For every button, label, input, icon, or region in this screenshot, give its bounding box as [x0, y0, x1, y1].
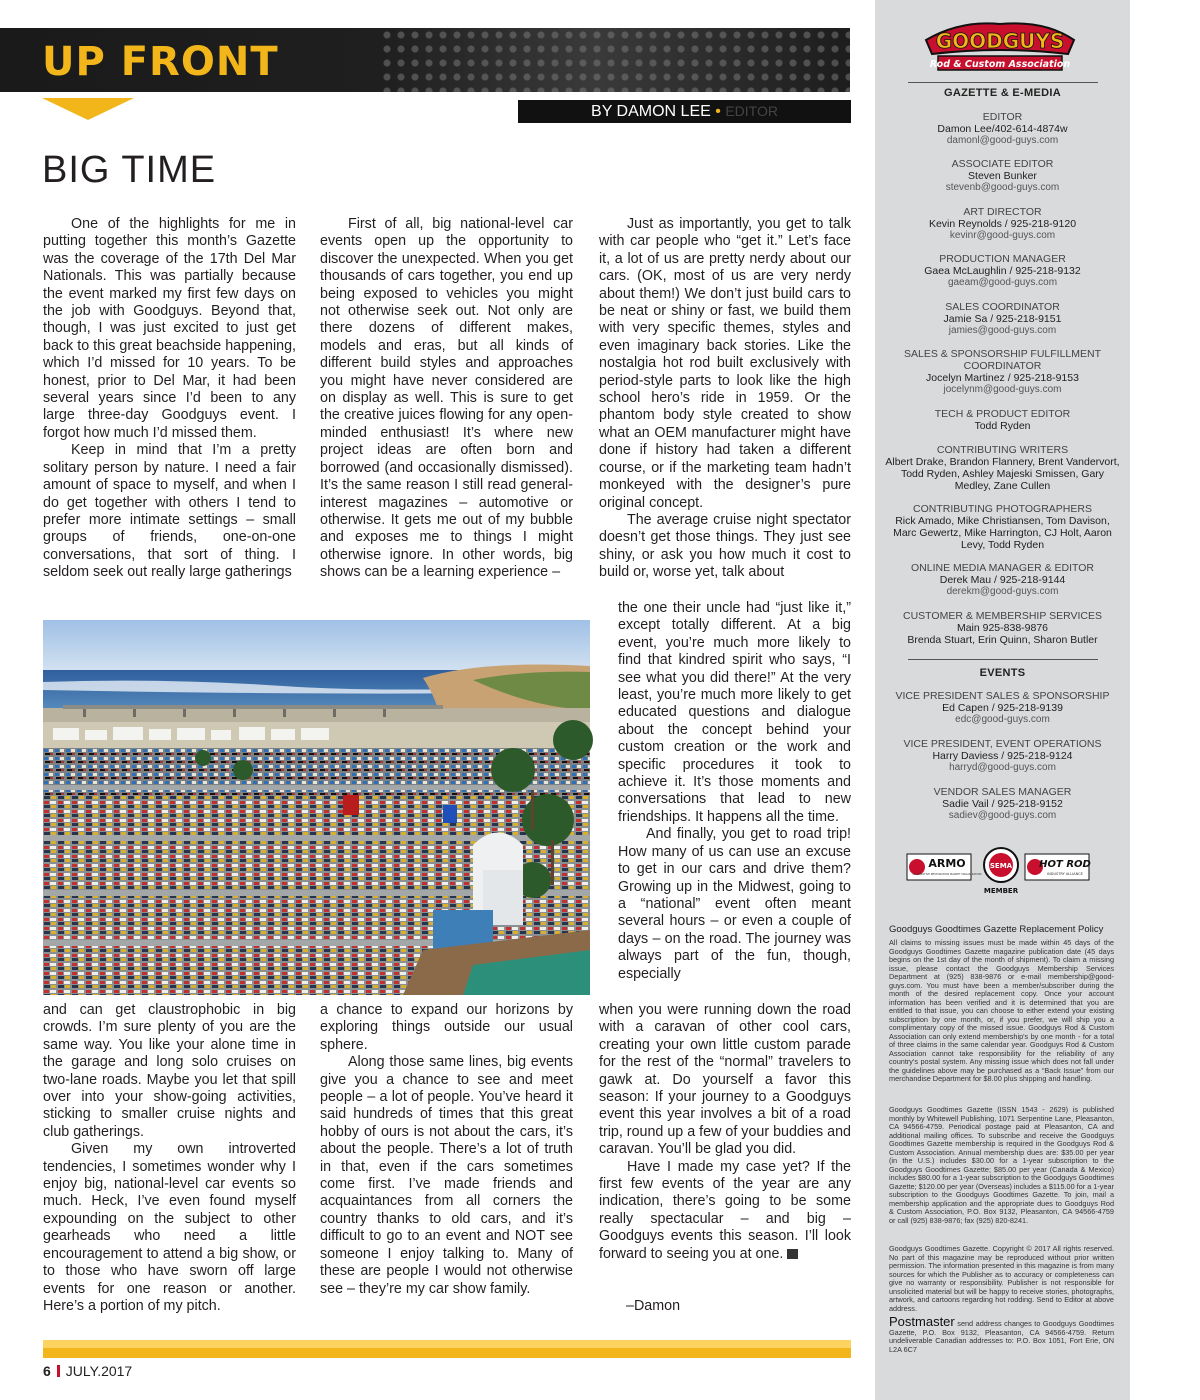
- staff-email: kevinr@good-guys.com: [949, 230, 1056, 241]
- staff-email: edc@good-guys.com: [955, 714, 1050, 725]
- replacement-policy: All claims to missing issues must be made within 45 days of the Goodguys Goodtimes Gazette magazine publication date (45 days begins on the 1st day of the month of shipment). To claim a missing issue, please contact the Goodguys Membership Services Department at (925) 838-9876 or e-mail membership@good-guys.com. You must have been a member/subscriber during the month of the desired replacement copy. Once your account information has been verified and it is determined that you are entitled to that issue, you can choose to either extend your existing subscription by one month, or, if you prefer, we will ship you a complimentary copy of the missed issue. Goodguys Rod & Custom Association can only extend membership's by one month - for a total of three claims in the same calendar year. Goodguys Rod & Custom Association cannot take responsibility for the reliability of any country's postal system. Any missing issue which does not fall under the guidelines above may be purchased as a “Back Issue” from our merchandise Department for $8.00 plus shipping and handling.: [889, 938, 1114, 1083]
- byline-separator-icon: •: [715, 103, 721, 120]
- issue-date: JULY.2017: [65, 1363, 133, 1379]
- staff-entry: [885, 348, 1120, 396]
- staff-role: VICE PRESIDENT, EVENT OPERATIONS: [903, 738, 1102, 750]
- staff-role: VENDOR SALES MANAGER: [933, 786, 1072, 798]
- staff-role: CONTRIBUTING WRITERS: [936, 444, 1069, 456]
- article-paragraph: [599, 1159, 851, 1263]
- staff-role: SALES COORDINATOR: [945, 301, 1060, 313]
- staff-entry: [885, 408, 1120, 432]
- staff-email: damonl@good-guys.com: [946, 135, 1059, 146]
- staff-name: Todd Ryden: [974, 420, 1031, 432]
- article-column-1-bottom: [43, 1002, 296, 1317]
- staff-entry: [885, 786, 1120, 822]
- article-paragraph: And finally, you get to road trip! How many of us can use an excuse to get in our cars and drive them? Growing up in the Midwest, going to a “national” event often meant several hours – or even a couple of days – on the road. The journey was always part of the fun, though, especially: [618, 826, 851, 982]
- postmaster-text: send address changes to Goodguys Goodtimes Gazette, P.O. Box 9132, Pleasanton, CA 94566-4759. Return undeliverable Canadian addresses to: P.O. Box 1051, Fort Erie, ON L2A 6C7: [889, 1319, 1115, 1354]
- article-paragraph: The average cruise night spectator doesn’t get those things. They just see shiny, or ask you how much it cost to build or, worse yet, talk about: [599, 511, 851, 581]
- staff-name: Rick Amado, Mike Christiansen, Tom Davison, Marc Gewertz, Mike Harrington, CJ Holt, Aaron Levy, Todd Ryden: [893, 515, 1112, 551]
- policy-title: Goodguys Goodtimes Gazette Replacement Policy: [889, 924, 1104, 935]
- staff-name: Steven Bunker: [968, 170, 1037, 182]
- staff-name: Main 925-838-9876: [956, 622, 1049, 634]
- staff-entry: [885, 690, 1120, 726]
- article-column-2-top: [320, 216, 573, 606]
- article-column-3-middle: [618, 600, 851, 1000]
- article-column-3-top: [599, 216, 851, 606]
- byline-role: EDITOR: [725, 103, 778, 119]
- staff-name: Harry Daviess / 925-218-9124: [932, 750, 1073, 762]
- staff-entry: [885, 253, 1120, 289]
- staff-entry: [885, 111, 1120, 147]
- section-title: UP FRONT: [42, 39, 279, 85]
- copyright-notice: Goodguys Goodtimes Gazette. Copyright © 2017 All rights reserved. No part of this magazine may be reproduced without prior written permission. The information presented in this magazine is from many sources for which the Publisher as to accuracy or completeness can give no warranty or responsibility. Publisher is not responsible for unsolicited material but will be happy to receive stories, photographs, artwork, and cartoons regarding hot rodding. Send to Editor at above address.: [889, 1244, 1114, 1313]
- article-paragraph-text: Have I made my case yet? If the first few events of the year are any indication, there’s going to be some really spectacular – and big – Goodguys events this season. I’ll look forward to seeing you at one.: [599, 1158, 851, 1262]
- staff-name: Ed Capen / 925-218-9139: [942, 702, 1063, 714]
- sidebar-divider: [908, 82, 1098, 83]
- staff-name: Sadie Vail / 925-218-9152: [942, 798, 1063, 810]
- armo-sublabel: AUTOMOTIVE RESTORATION MARKET ORGANIZATION: [912, 873, 982, 876]
- del-mar-event-photo: [43, 620, 590, 995]
- publication-info: Goodguys Goodtimes Gazette (ISSN 1543 - 2629) is published monthly by Whitewell Publishing, 1071 Serpentine Lane, Pleasanton, CA 94566-4759. Periodical postage paid at Pleasanton, CA and additional mailing offices. To subscribe and receive the Goodguys Goodtimes Gazette membership is required in the Goodguys Rod & Custom Association. Annual membership dues are: $35.00 per year (in the U.S.) includes $30.00 for a 1-year subscription to the Goodguys Goodtimes Gazette; $85.00 per year (Canada & Mexico) includes $80.00 for a 1-year subscription to the Goodguys Goodtimes Gazette; $120.00 per year (Overseas) includes a $115.00 for a 1-year subscription to the Goodguys Goodtimes Gazette. To join, mail a membership application and the appropriate dues to Goodguys Rod & Custom Association, P.O. Box 9132, Pleasanton, CA 94566-4759 or call (925) 838-9876; fax (925) 820-8241.: [889, 1105, 1114, 1225]
- byline: [518, 100, 851, 123]
- armo-label: ARMO: [928, 857, 966, 870]
- staff-name: Derek Mau / 925-218-9144: [939, 574, 1066, 586]
- member-label: MEMBER: [983, 887, 1019, 895]
- hot-rod-sublabel: INDUSTRY ALLIANCE: [1047, 872, 1083, 876]
- staff-role: EDITOR: [982, 111, 1023, 123]
- staff-email: harryd@good-guys.com: [949, 762, 1056, 773]
- staff-entry: [885, 158, 1120, 194]
- staff-role: ASSOCIATE EDITOR: [951, 158, 1054, 170]
- staff-entry: [885, 444, 1120, 492]
- page-folio: [43, 1362, 132, 1380]
- staff-role: ART DIRECTOR: [963, 206, 1042, 218]
- section-arrow-icon: [42, 98, 134, 120]
- article-headline: BIG TIME: [42, 149, 217, 191]
- staff-email: jamies@good-guys.com: [948, 325, 1057, 336]
- hot-rod-badge: [1025, 852, 1089, 882]
- staff-email: stevenb@good-guys.com: [945, 182, 1060, 193]
- staff-name: Damon Lee/402-614-4874w: [937, 123, 1068, 135]
- page-number: 6: [43, 1363, 51, 1379]
- staff-email: sadiev@good-guys.com: [948, 810, 1057, 821]
- staff-entry: [885, 503, 1120, 551]
- staff-role: VICE PRESIDENT SALES & SPONSORSHIP: [895, 690, 1110, 702]
- staff-entry: [885, 562, 1120, 598]
- armo-badge: [907, 852, 982, 882]
- staff-role: SALES & SPONSORSHIP FULFILLMENT COORDINATOR: [903, 348, 1102, 372]
- staff-role: TECH & PRODUCT EDITOR: [934, 408, 1071, 420]
- footer-bar: [43, 1340, 851, 1358]
- staff-role: ONLINE MEDIA MANAGER & EDITOR: [910, 562, 1094, 574]
- staff-email: jocelynm@good-guys.com: [943, 384, 1062, 395]
- postmaster-notice: [889, 1314, 1115, 1384]
- staff-email: Brenda Stuart, Erin Quinn, Sharon Butler: [907, 634, 1098, 646]
- sema-member-badge: [982, 846, 1020, 896]
- article-paragraph: and can get claustrophobic in big crowds. I’m sure plenty of you are the same way. You like your alone time in the garage and long solo cruises on two-lane roads. Maybe you let that spill over into your show-going activities, sticking to smaller cruise nights and club gatherings.: [43, 1002, 296, 1140]
- staff-role: CUSTOMER & MEMBERSHIP SERVICES: [903, 610, 1102, 622]
- article-paragraph: a chance to expand our horizons by exploring things outside our usual sphere.: [320, 1002, 573, 1053]
- staff-name: Albert Drake, Brandon Flannery, Brent Vandervort, Todd Ryden, Ashley Majeski Smissen, Gary Medley, Zane Cullen: [885, 456, 1120, 492]
- staff-role: CONTRIBUTING PHOTOGRAPHERS: [913, 503, 1092, 515]
- staff-name: Jocelyn Martinez / 925-218-9153: [926, 372, 1079, 384]
- article-paragraph: when you were running down the road with a caravan of other cool cars, creating your own little custom parade for the rest of the “normal” travelers to gawk at. Do yourself a favor this season: If your journey to a Goodguys event this year involves a bit of a road trip, round up a few of your buddies and caravan. You’ll be glad you did.: [599, 1002, 851, 1158]
- article-paragraph: Along those same lines, big events give you a chance to see and meet people – a lot of people. You’ve heard it said hundreds of times that this great hobby of ours is not about the cars, it’s about the people. There’s a lot of truth in that, even if the cars sometimes come first. I’ve made friends and acquaintances from all corners the country thanks to old cars, and it’s difficult to go to an event and NOT see someone I enjoy talking to. Many of these are people I would not otherwise see – they’re my car show family.: [320, 1054, 573, 1297]
- events-heading: EVENTS: [979, 667, 1026, 679]
- sidebar-divider: [908, 659, 1098, 660]
- staff-role: PRODUCTION MANAGER: [939, 253, 1066, 265]
- goodguys-logo: [920, 18, 1080, 78]
- article-paragraph: Keep in mind that I’m a pretty solitary person by nature. I need a fair amount of space to myself, and when I do get together with others I tend to prefer more intimate settings – small groups of friends, one-on-one conversations, that sort of thing. I seldom seek out really large gatherings: [43, 442, 296, 581]
- article-paragraph: Given my own introverted tendencies, I sometimes wonder why I enjoy big, national-level car events so much. Heck, I’ve even found myself expounding on the subject to other gearheads who need a little encouragement to attend a big show, or to those who have sworn off large events for one reason or another. Here’s a portion of my pitch.: [43, 1141, 296, 1314]
- article-column-3-bottom: [599, 1002, 851, 1302]
- article-paragraph: One of the highlights for me in putting together this month’s Gazette was the coverage of the 17th Del Mar Nationals. This was partially because the event marked my first few days on the job with Goodguys. Beyond that, though, I was just excited to just get back to this great beachside happening, which I’d missed for 10 years. To be honest, prior to Del Mar, it had been several years since I’d been to any large three-day Goodguys event. I forgot how much I’d missed them.: [43, 216, 296, 441]
- staff-name: Jamie Sa / 925-218-9151: [943, 313, 1062, 325]
- staff-entry: [885, 610, 1120, 646]
- article-paragraph: the one their uncle had “just like it,” except totally different. At a big event, you’re much more likely to find that kindred spirit who says, “I see what you did there!” At the very least, you’re much more likely to get educated questions and dialogue about the concept behind your custom creation or the work and specific procedures it took to achieve it. It’s those moments and conversations that lead to new friendships. It happens all the time.: [618, 600, 851, 825]
- byline-author: BY DAMON LEE: [591, 103, 711, 120]
- postmaster-heading: Postmaster: [889, 1314, 955, 1329]
- sema-label: SEMA: [989, 862, 1013, 870]
- logo-tagline: Rod & Custom Association: [929, 59, 1071, 70]
- end-mark-icon: GG: [787, 1249, 798, 1259]
- author-signoff: –Damon: [626, 1298, 681, 1314]
- staff-email: derekm@good-guys.com: [946, 586, 1059, 597]
- article-paragraph: First of all, big national-level car events open up the opportunity to discover the unexpected. When you get thousands of cars together, you end up being exposed to vehicles you might not otherwise seek out. Not only are there dozens of different makes, models and eras, but all kinds of different build styles and approaches you might have never considered are on display as well. This is sure to get the creative juices flowing for any open-minded enthusiast! It’s where new project ideas are often born and borrowed (and occasionally dismissed). It’s the same reason I still read general-interest magazines – automotive or otherwise. It gets me out of my bubble and exposes me to things I might otherwise ignore. In other words, big shows can be a learning experience –: [320, 216, 573, 581]
- staff-entry: [885, 738, 1120, 774]
- halftone-pattern: [380, 28, 850, 92]
- hot-rod-label: HOT ROD: [1039, 859, 1091, 870]
- staff-name: Kevin Reynolds / 925-218-9120: [928, 218, 1077, 230]
- staff-entry: [885, 301, 1120, 337]
- article-column-1-top: [43, 216, 296, 606]
- staff-name: Gaea McLaughlin / 925-218-9132: [924, 265, 1081, 277]
- logo-wordmark: GOODGUYS: [935, 29, 1065, 53]
- staff-email: gaeam@good-guys.com: [947, 277, 1058, 288]
- article-column-2-bottom: [320, 1002, 573, 1317]
- folio-separator: [57, 1365, 60, 1377]
- gazette-heading: GAZETTE & E-MEDIA: [944, 87, 1061, 99]
- article-paragraph: Just as importantly, you get to talk with car people who “get it.” Let’s face it, a lot of us are pretty nerdy about our cars. (OK, most of us are very nerdy about them!) We don’t just build cars to be neat or shiny or fast, we build them with very specific themes, styles and even imaginary back stories. Like the nostalgia hot rod built exclusively with period-style parts to look like the high school hero’s ride in 1959. Or the phantom body style created to show what an OEM manufacturer might have done if history had taken a different course, or if the marketing team hadn’t monkeyed with the designer’s pure original concept.: [599, 216, 851, 511]
- staff-entry: [885, 206, 1120, 242]
